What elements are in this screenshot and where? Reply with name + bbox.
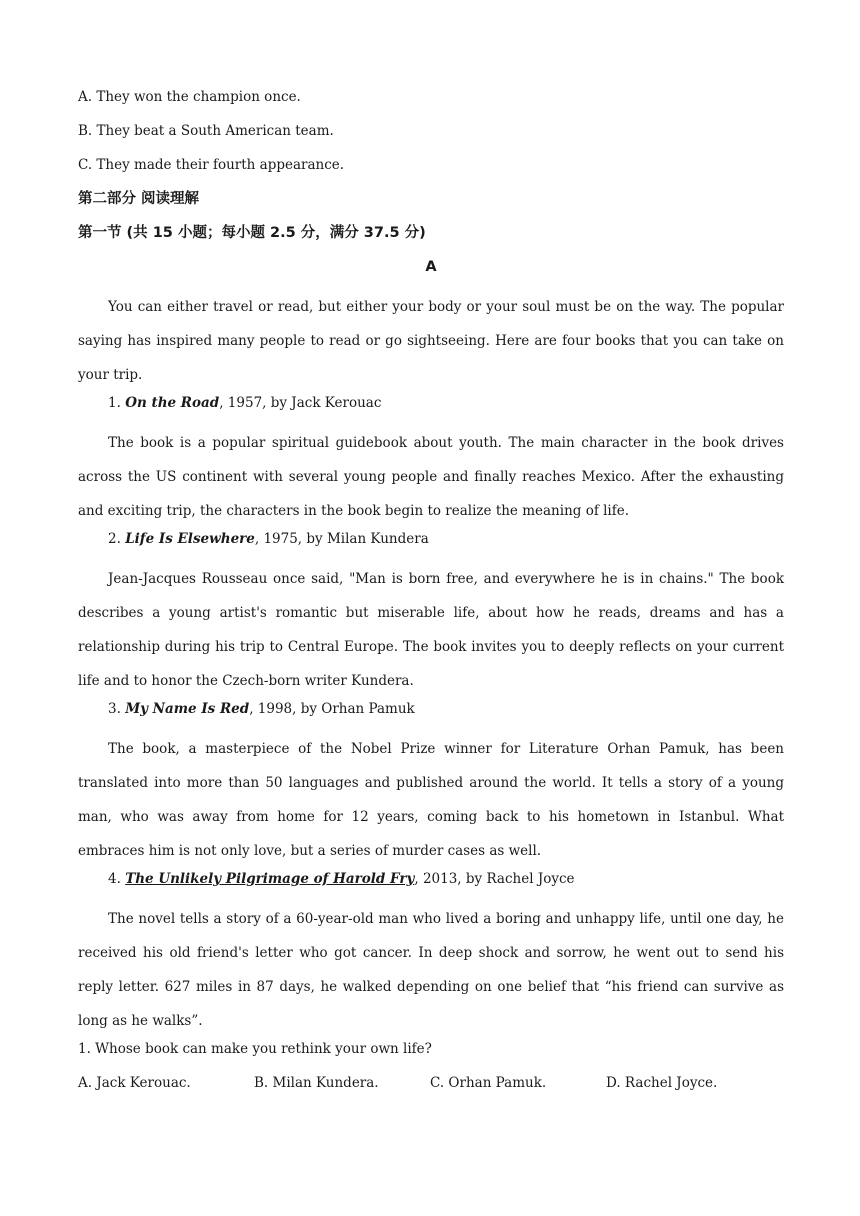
book-info: , 1998, by Orhan Pamuk bbox=[249, 701, 415, 717]
book-title: Life Is Elsewhere bbox=[125, 531, 255, 547]
book-info: , 1957, by Jack Kerouac bbox=[219, 395, 382, 411]
part-heading: 第二部分 阅读理解 bbox=[78, 191, 200, 207]
book-4-heading bbox=[78, 868, 784, 902]
book-1-description: The book is a popular spiritual guidebook about youth. The main character in the book drives across the US continent with several young people and finally reaches Mexico. After the exhausting and exciting trip, the characters in the book begin to realize the meaning of life. bbox=[78, 435, 784, 519]
option-c[interactable]: C. Orhan Pamuk. bbox=[430, 1075, 547, 1091]
passage-label: A bbox=[425, 259, 437, 275]
option-d[interactable]: D. Rachel Joyce. bbox=[606, 1075, 718, 1091]
section-heading: 第一节 (共 15 小题；每小题 2.5 分，满分 37.5 分) bbox=[78, 225, 426, 241]
book-1-heading bbox=[78, 392, 784, 426]
book-info: , 1975, by Milan Kundera bbox=[254, 531, 429, 547]
question-text: 1. Whose book can make you rethink your own life? bbox=[78, 1041, 432, 1057]
book-4-description: The novel tells a story of a 60-year-old man who lived a boring and unhappy life, until one day, he received his old friend's letter who got cancer. In deep shock and sorrow, he went out to send his reply letter. 627 miles in 87 days, he walked depending on one belief that “his friend can survive as long as he walks”. bbox=[78, 911, 784, 1029]
book-2-description: Jean-Jacques Rousseau once said, "Man is born free, and everywhere he is in chains." The book describes a young artist's romantic but miserable life, about how he reads, dreams and has a relationship during his trip to Central Europe. The book invites you to deeply reflects on your current life and to honor the Czech-born writer Kundera. bbox=[78, 571, 784, 689]
book-3-heading bbox=[78, 698, 784, 732]
document-page bbox=[78, 86, 784, 1106]
prev-option-b: B. They beat a South American team. bbox=[78, 123, 334, 139]
prev-option-c: C. They made their fourth appearance. bbox=[78, 157, 345, 173]
option-b[interactable]: B. Milan Kundera. bbox=[254, 1075, 379, 1091]
book-3-description: The book, a masterpiece of the Nobel Prize winner for Literature Orhan Pamuk, has been translated into more than 50 languages and published around the world. It tells a story of a young man, who was away from home for 12 years, coming back to his hometown in Istanbul. What embraces him is not only love, but a series of murder cases as well. bbox=[78, 741, 784, 859]
intro-paragraph: You can either travel or read, but either your body or your soul must be on the way. The popular saying has inspired many people to read or go sightseeing. Here are four books that you can take on your trip. bbox=[78, 299, 784, 383]
book-title: My Name Is Red bbox=[125, 701, 250, 717]
book-number: 3. bbox=[108, 701, 121, 717]
question-options bbox=[78, 1072, 784, 1106]
option-a[interactable]: A. Jack Kerouac. bbox=[78, 1075, 191, 1091]
book-info: , 2013, by Rachel Joyce bbox=[414, 871, 575, 887]
book-title: On the Road bbox=[125, 395, 220, 411]
book-title: The Unlikely Pilgrimage of Harold Fry bbox=[125, 871, 415, 887]
prev-option-a: A. They won the champion once. bbox=[78, 89, 301, 105]
book-2-heading bbox=[78, 528, 784, 562]
book-number: 4. bbox=[108, 871, 121, 887]
book-number: 2. bbox=[108, 531, 121, 547]
book-number: 1. bbox=[108, 395, 121, 411]
